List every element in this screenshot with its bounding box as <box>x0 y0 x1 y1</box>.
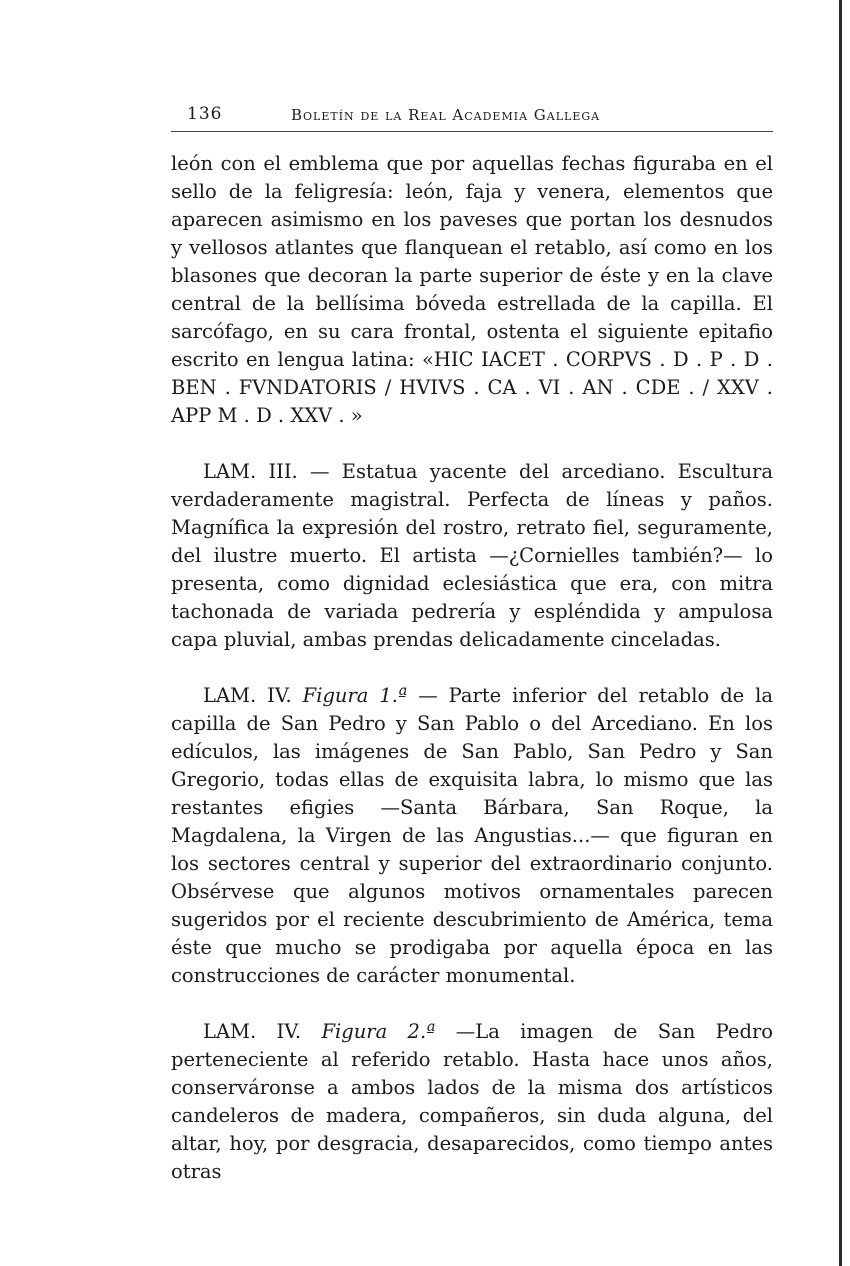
plate-label: LAM. IV. <box>203 684 292 707</box>
paragraph-text: — Parte inferior del retablo de la capilla de San Pedro y San Pablo o del Arcediano. En los edículos, las imágenes de San Pablo, San Pedro y San Gregorio, todas ellas de exquisita labra, lo mismo que las restantes efigies —Santa Bárbara, San Roque, la Magdalena, la Virgen de las Angustias...— que figuran en los sectores central y superior del extraordinario conjunto. Obsérvese que algunos motivos ornamentales parecen sugeridos por el reciente descubrimiento de América, tema éste que mucho se prodigaba por aquella época en las construcciones de carácter monumental. <box>171 684 774 987</box>
plate-label: LAM. IV. <box>203 1020 302 1043</box>
page-header <box>171 104 773 130</box>
figure-label: Figura 2.ª <box>321 1020 436 1043</box>
header-rule <box>171 131 773 132</box>
paragraph-lam-iv-fig-1 <box>171 682 773 990</box>
page-number: 136 <box>187 104 223 124</box>
paragraph-text: —La imagen de San Pedro perteneciente al referido retablo. Hasta hace unos años, conserváronse a ambos lados de la misma dos artísticos candeleros de madera, compañeros, sin duda alguna, del altar, hoy, por desgracia, desaparecidos, como tiempo antes otras <box>171 1020 774 1183</box>
paragraph-1: león con el emblema que por aquellas fechas figuraba en el sello de la feligresía: león, faja y venera, elementos que aparecen asimismo en los paveses que portan los desnudos y vellosos atlantes que flanquean el retablo, así como en los blasones que decoran la parte superior de éste y en la clave central de la bellísima bóveda estrellada de la capilla. El sarcófago, en su cara frontal, ostenta el siguiente epitafio escrito en lengua latina: «HIC IACET . CORPVS . D . P . D . BEN . FVNDATORIS / HVIVS . CA . VI . AN . CDE . / XXV . APP M . D . XXV . » <box>171 152 773 427</box>
paragraph-lam-iii: LAM. III. — Estatua yacente del arcediano. Escultura verdaderamente magistral. Perfecta de líneas y paños. Magnífica la expresión del rostro, retrato fiel, seguramente, del ilustre muerto. El artista —¿Cornielles también?— lo presenta, como dignidad eclesiástica que era, con mitra tachonada de variada pedrería y espléndida y ampulosa capa pluvial, ambas prendas delicadamente cinceladas. <box>171 460 773 651</box>
paragraph-lam-iv-fig-2 <box>171 1018 773 1186</box>
body-text <box>171 150 773 1186</box>
running-title: Boletín de la Real Academia Gallega <box>291 106 601 124</box>
page-edge-rule <box>839 0 842 1266</box>
figure-label: Figura 1.ª <box>302 684 408 707</box>
